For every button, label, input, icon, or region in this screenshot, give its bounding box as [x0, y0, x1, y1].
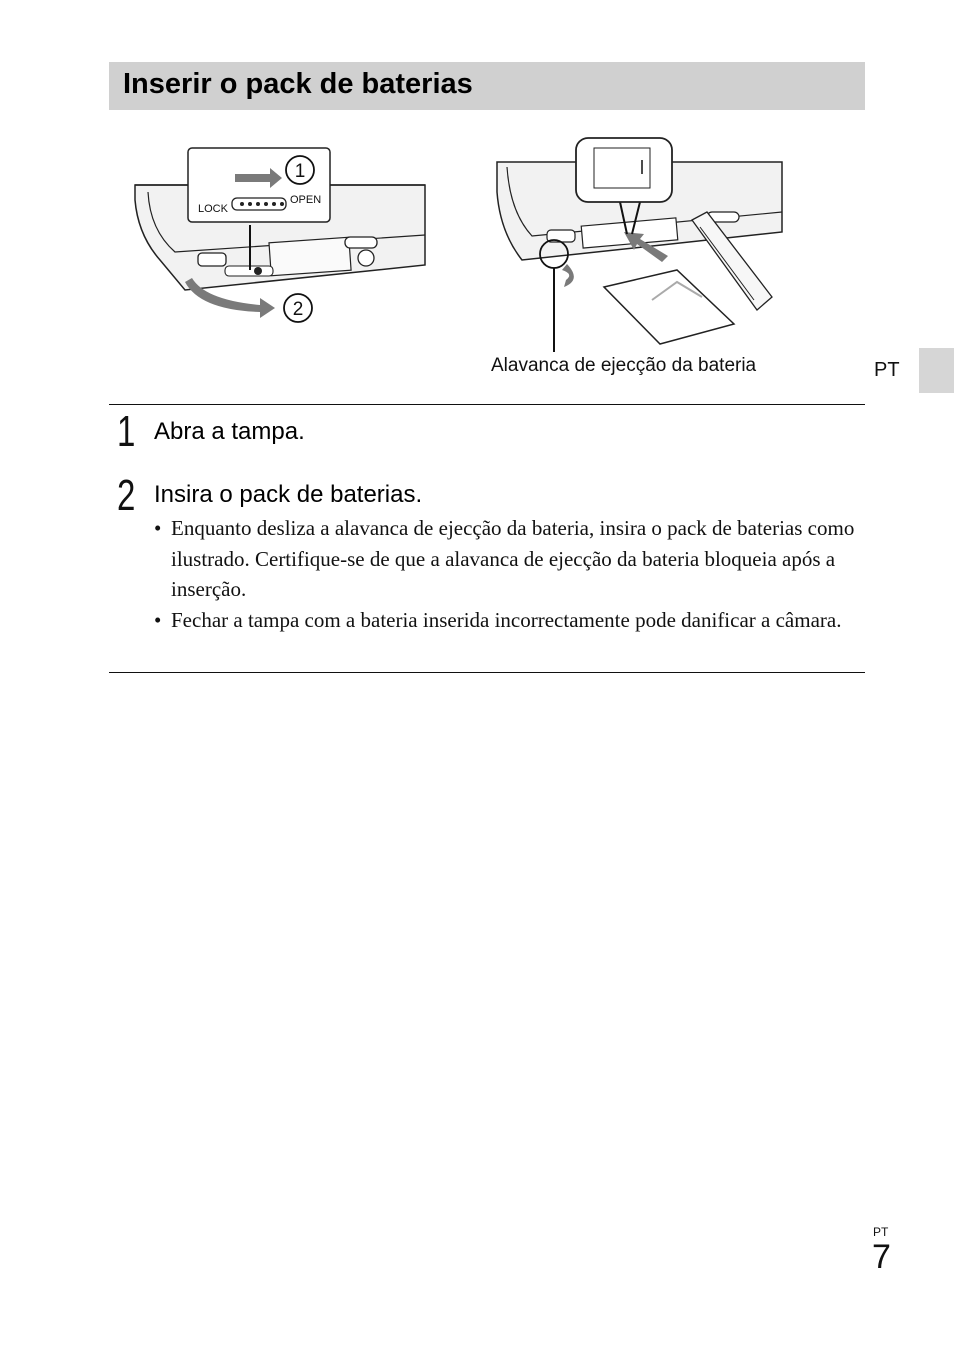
callout-1: 1 — [294, 161, 306, 182]
open-label: OPEN — [290, 194, 322, 206]
page-number: 7 — [872, 1238, 891, 1276]
language-tab — [919, 348, 954, 393]
list-item — [154, 605, 864, 636]
battery-eject-lever-label: Alavanca de ejecção da bateria — [491, 355, 757, 376]
step-1-number: 1 — [117, 407, 136, 456]
list-item — [154, 513, 864, 605]
bullet-mark: • — [154, 607, 162, 632]
bottom-rule — [109, 672, 865, 673]
step-2-title: Insira o pack de baterias. — [154, 481, 423, 508]
top-rule — [109, 404, 865, 405]
footer-language: PT — [873, 1225, 889, 1239]
callout-2: 2 — [292, 299, 304, 320]
step-1-title: Abra a tampa. — [154, 418, 305, 445]
language-tab-label: PT — [874, 359, 900, 381]
insert-battery-illustration — [492, 132, 792, 352]
bullet-mark: • — [154, 516, 162, 540]
note-text: Fechar a tampa com a bateria inserida incorrectamente pode danificar a câmara. — [171, 607, 842, 632]
step-2-notes — [154, 513, 864, 635]
section-title-bar — [109, 62, 865, 110]
open-cover-illustration — [130, 140, 430, 330]
step-2-number: 2 — [117, 471, 136, 520]
lock-label: LOCK — [198, 203, 228, 215]
section-title: Inserir o pack de baterias — [123, 68, 473, 100]
note-text: Enquanto desliza a alavanca de ejecção da bateria, insira o pack de baterias como ilustrado. Certifique-se de que a alavanca de ejecção da bateria bloqueia após a inserção. — [171, 516, 855, 602]
